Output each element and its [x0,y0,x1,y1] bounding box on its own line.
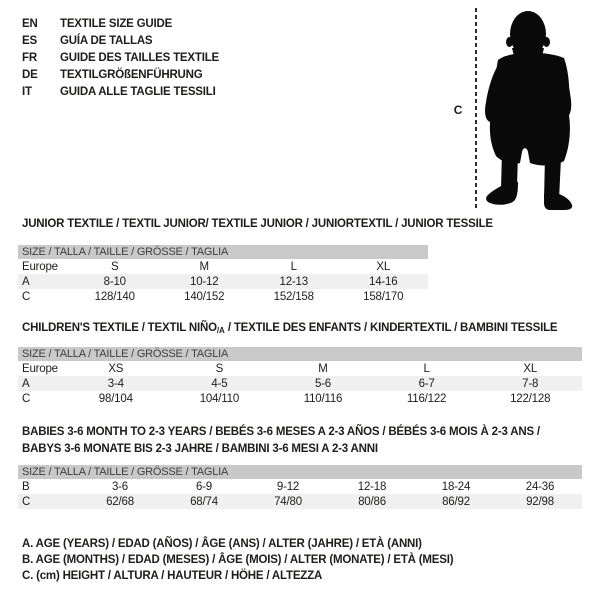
table-row-europe [18,259,428,274]
legend-line-c: C. (cm) HEIGHT / ALTURA / HAUTEUR / HÖHE / ALTEZZA [22,570,323,582]
row-label: C [22,495,31,508]
language-label: GUIDA ALLE TAGLIE TESSILI [60,85,216,98]
size-cell: 122/128 [510,392,551,405]
size-cell: 12-18 [357,480,387,493]
height-measure-label: C [453,103,463,117]
language-code: ES [22,34,37,47]
measure-legend [22,536,453,584]
row-label: C [22,290,31,303]
size-cell: 4-5 [211,377,228,390]
size-cell: 128/140 [94,290,135,303]
language-title-list [22,15,219,100]
size-header-band: SIZE / TALLA / TAILLE / GRÖSSE / TAGLIA [18,465,582,479]
size-cell: 14-16 [369,275,398,288]
row-label: B [22,480,30,493]
size-cell: 116/122 [406,392,447,405]
legend-line-b: B. AGE (MONTHS) / EDAD (MESES) / ÂGE (MOIS) / ALTER (MONATE) / ETÀ (MESI) [22,554,454,566]
language-code: DE [22,68,38,81]
size-cell: XL [523,362,538,375]
size-cell: 8-10 [103,275,126,288]
table-row-height [18,494,582,509]
babies-table-title [22,424,582,458]
language-row [22,49,219,66]
size-cell: 68/74 [190,495,218,508]
size-cell: 3-4 [107,377,124,390]
size-header-band: SIZE / TALLA / TAILLE / GRÖSSE / TAGLIA [18,245,428,259]
language-code: EN [22,17,38,30]
children-table-title [22,320,557,339]
size-cell: 92/98 [526,495,554,508]
children-size-table [18,347,582,406]
size-cell: 104/110 [199,392,240,405]
babies-size-table [18,465,582,509]
language-label: GUIDE DES TAILLES TEXTILE [60,51,219,64]
size-cell: XL [376,260,391,273]
size-cell: 12-13 [279,275,308,288]
table-row-height [18,289,428,304]
junior-size-table [18,245,428,304]
language-code: FR [22,51,37,64]
table-row-europe [18,361,582,376]
size-cell: 86/92 [442,495,470,508]
size-header-band: SIZE / TALLA / TAILLE / GRÖSSE / TAGLIA [18,347,582,361]
size-cell: 10-12 [190,275,219,288]
size-cell: 80/86 [358,495,386,508]
table-row-age [18,274,428,289]
language-label: TEXTILGRÖßENFÜHRUNG [60,68,203,81]
language-row [22,83,219,100]
size-cell: 152/158 [273,290,314,303]
language-label: TEXTILE SIZE GUIDE [60,17,173,30]
size-cell: 24-36 [525,480,555,493]
size-cell: XS [108,362,124,375]
row-label: A [22,377,30,390]
baby-silhouette-icon [481,6,581,212]
size-cell: 6-9 [195,480,213,493]
row-label: C [22,392,31,405]
size-cell: 62/68 [106,495,134,508]
row-label: Europe [22,362,58,375]
row-label: Europe [22,260,58,273]
height-dashed-line [475,8,477,209]
size-cell: 158/170 [363,290,404,303]
size-cell: 7-8 [522,377,539,390]
language-label: GUÍA DE TALLAS [60,34,153,47]
size-cell: 140/152 [184,290,225,303]
size-cell: L [290,260,297,273]
size-cell: 6-7 [418,377,435,390]
children-title-subscript: /A [216,326,225,335]
junior-table-title: JUNIOR TEXTILE / TEXTIL JUNIOR/ TEXTILE JUNIOR / JUNIORTEXTIL / JUNIOR TESSILE [22,218,493,230]
size-cell: M [318,362,328,375]
size-cell: 18-24 [441,480,471,493]
language-code: IT [22,85,32,98]
size-cell: 110/116 [303,392,343,405]
table-row-age-months [18,479,582,494]
language-row [22,15,219,32]
size-cell: 74/80 [274,495,302,508]
size-cell: 98/104 [98,392,133,405]
row-label: A [22,275,30,288]
table-row-height [18,391,582,406]
size-cell: M [199,260,209,273]
children-title-text: / TEXTILE DES ENFANTS / KINDERTEXTIL / BAMBINI TESSILE [224,322,558,334]
language-row [22,66,219,83]
table-row-age [18,376,582,391]
size-cell: S [111,260,119,273]
children-title-text: CHILDREN'S TEXTILE / TEXTIL NIÑO [22,322,217,334]
size-cell: 9-12 [276,480,300,493]
size-cell: L [423,362,430,375]
legend-line-a: A. AGE (YEARS) / EDAD (AÑOS) / ÂGE (ANS) / ALTER (JAHRE) / ETÀ (ANNI) [22,538,422,550]
babies-title-line: BABIES 3-6 MONTH TO 2-3 YEARS / BEBÉS 3-6 MESES A 2-3 AÑOS / BÉBÉS 3-6 MOIS À 2-3 ANS / [22,426,540,438]
size-cell: S [215,362,224,375]
babies-title-line: BABYS 3-6 MONATE BIS 2-3 JAHRE / BAMBINI 3-6 MESI A 2-3 ANNI [22,443,378,455]
size-cell: 5-6 [314,377,331,390]
size-cell: 3-6 [111,480,129,493]
language-row [22,32,219,49]
